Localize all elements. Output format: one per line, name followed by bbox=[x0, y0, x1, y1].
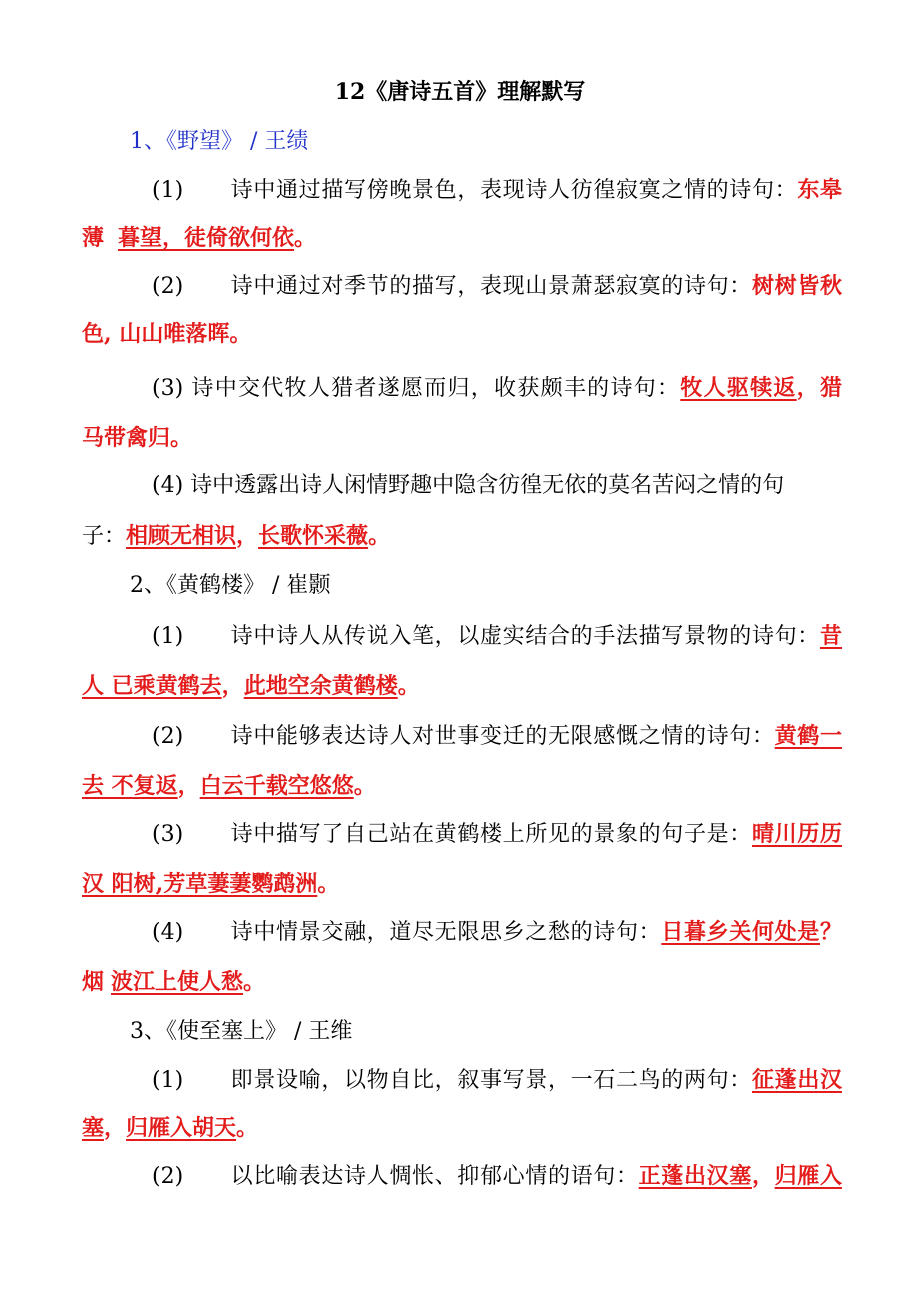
answer-text: 昔 bbox=[819, 623, 842, 649]
answer-text: 白云千载空悠悠 bbox=[199, 773, 354, 799]
punctuation: 。 bbox=[170, 425, 193, 451]
section-2-heading: 2、《黄鹤楼》 / 崔颢 bbox=[130, 573, 331, 598]
question-text: 诗中情景交融，道尽无限思乡之愁的诗句： bbox=[230, 920, 662, 945]
s2-q2-line1 bbox=[152, 720, 842, 753]
answer-text: 去 不复返 bbox=[82, 773, 178, 799]
punctuation: ， bbox=[104, 1115, 127, 1141]
s2-q3-line2 bbox=[82, 868, 339, 901]
punctuation: 。 bbox=[397, 673, 420, 699]
answer-text: 烟 bbox=[82, 969, 105, 995]
answer-text: 正蓬出汉塞 bbox=[638, 1163, 752, 1189]
punctuation: ， bbox=[221, 673, 244, 699]
s1-q1-line1 bbox=[152, 174, 842, 207]
s1-q2-line2 bbox=[82, 318, 251, 351]
q-number: (4) bbox=[152, 920, 184, 945]
punctuation: 。 bbox=[368, 523, 391, 549]
s1-q3-line2 bbox=[82, 422, 192, 455]
punctuation: 。 bbox=[294, 225, 317, 251]
q-number: (1) bbox=[152, 178, 184, 203]
s2-q4-line2 bbox=[82, 966, 265, 999]
punctuation: 。 bbox=[353, 773, 376, 799]
answer-text: 汉 阳树, bbox=[82, 871, 164, 897]
answer-text: 归雁入 bbox=[774, 1163, 842, 1189]
question-text: 诗中通过对季节的描写，表现山景萧瑟寂寞的诗句： bbox=[230, 274, 752, 299]
question-text: 即景设喻，以物自比，叙事写景，一石二鸟的两句： bbox=[230, 1068, 752, 1093]
s1-q4-line1: (4) 诗中透露出诗人闲情野趣中隐含彷徨无依的莫名苦闷之情的句 bbox=[152, 473, 785, 498]
s3-q2-line1 bbox=[152, 1160, 842, 1193]
answer-text: 猎 bbox=[819, 375, 842, 401]
s1-q2-line1 bbox=[152, 270, 842, 303]
s1-q3-line1 bbox=[152, 372, 842, 405]
answer-text: 此地空余黄鹤楼 bbox=[243, 673, 398, 699]
answer-text: 薄 bbox=[82, 225, 105, 251]
answer-text: 晴川历历 bbox=[751, 821, 842, 847]
s1-q1-line2 bbox=[82, 222, 316, 255]
answer-text: 马带禽归 bbox=[82, 425, 171, 451]
punctuation: ， bbox=[796, 375, 820, 401]
punctuation: ， bbox=[177, 773, 200, 799]
answer-text: 芳草萋萋鹦鹉洲 bbox=[163, 871, 318, 897]
punctuation: ， bbox=[751, 1163, 775, 1189]
punctuation: 。 bbox=[229, 321, 252, 347]
answer-prefix: 子： bbox=[82, 524, 127, 549]
answer-text: 归雁入胡天 bbox=[126, 1115, 237, 1141]
section-3-heading: 3、《使至塞上》 / 王维 bbox=[130, 1019, 353, 1044]
answer-text: 相顾无相识 bbox=[126, 523, 237, 549]
answer-text: 黄鹤一 bbox=[774, 723, 842, 749]
question-text: 诗中能够表达诗人对世事变迁的无限感慨之情的诗句： bbox=[230, 724, 775, 749]
q-number: (2) bbox=[152, 274, 184, 299]
answer-text: 树树皆秋 bbox=[751, 273, 842, 299]
s3-q1-line1 bbox=[152, 1064, 842, 1097]
answer-text: 色, 山山唯落晖 bbox=[82, 321, 230, 347]
punctuation: 。 bbox=[243, 969, 266, 995]
answer-text: 塞 bbox=[82, 1115, 105, 1141]
q-number: (2) bbox=[152, 1164, 184, 1189]
s2-q2-line2 bbox=[82, 770, 376, 803]
s3-q1-line2 bbox=[82, 1112, 258, 1145]
question-text: 诗中通过描写傍晚景色，表现诗人彷徨寂寞之情的诗句： bbox=[230, 178, 798, 203]
answer-text: 日暮乡关何处是 bbox=[661, 919, 820, 945]
question-text: (3) 诗中交代牧人猎者遂愿而归，收获颇丰的诗句： bbox=[152, 376, 681, 401]
s2-q4-line1 bbox=[152, 916, 842, 949]
s2-q1-line1 bbox=[152, 620, 842, 653]
q-number: (2) bbox=[152, 724, 184, 749]
answer-text: 长歌怀采薇 bbox=[258, 523, 369, 549]
q-number: (1) bbox=[152, 624, 184, 649]
punctuation: 。 bbox=[236, 1115, 259, 1141]
question-text: 诗中诗人从传说入笔，以虚实结合的手法描写景物的诗句： bbox=[230, 624, 820, 649]
answer-text: 牧人驱犊返 bbox=[680, 375, 797, 401]
section-1-heading: 1、《野望》 / 王绩 bbox=[130, 129, 309, 154]
answer-text: 东皋 bbox=[797, 177, 842, 203]
punctuation: 。 bbox=[317, 871, 340, 897]
q-number: (3) bbox=[152, 822, 184, 847]
s1-q4-line2 bbox=[82, 520, 390, 553]
s2-q3-line1 bbox=[152, 818, 842, 851]
page-title: 12《唐诗五首》理解默写 bbox=[334, 79, 586, 105]
answer-text: 人 已乘黄鹤去 bbox=[82, 673, 222, 699]
answer-text: 征蓬出汉 bbox=[751, 1067, 842, 1093]
question-text: 诗中描写了自己站在黄鹤楼上所见的景象的句子是： bbox=[230, 822, 752, 847]
punctuation: ， bbox=[236, 523, 259, 549]
s2-q1-line2 bbox=[82, 670, 420, 703]
answer-text: 波江上使人愁 bbox=[111, 969, 244, 995]
answer-text: 暮望，徒倚欲何依 bbox=[118, 225, 295, 251]
question-text: 以比喻表达诗人惆怅、抑郁心情的语句： bbox=[230, 1164, 639, 1189]
q-number: (1) bbox=[152, 1068, 184, 1093]
punctuation: ？ bbox=[819, 919, 842, 945]
